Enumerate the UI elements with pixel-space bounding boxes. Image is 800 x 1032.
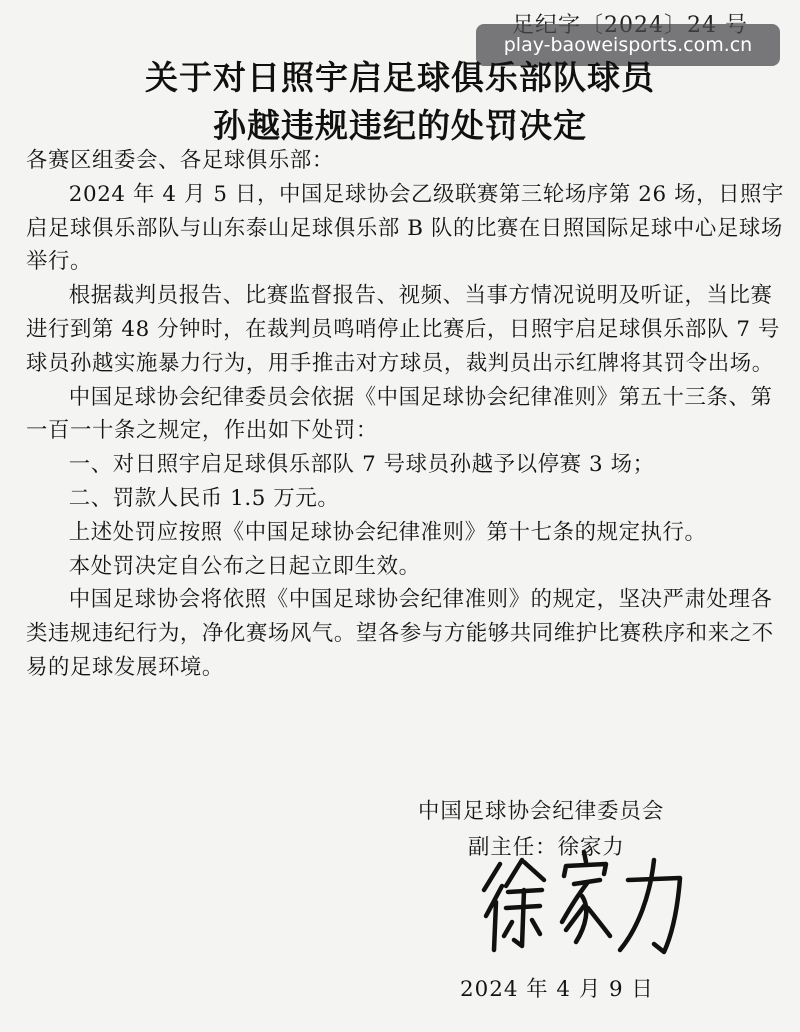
issuer-name: 中国足球协会纪律委员会 bbox=[418, 799, 665, 824]
paragraph-effective: 本处罚决定自公布之日起立即生效。 bbox=[68, 553, 421, 579]
title-line-2: 孙越违规违纪的处罚决定 bbox=[213, 106, 587, 145]
paragraph-basis: 中国足球协会纪律委员会依据《中国足球协会纪律准则》第五十三条、第一百一十条之规定，作出如下处罚： bbox=[26, 384, 773, 444]
penalty-item-1: 一、对日照宇启足球俱乐部队 7 号球员孙越予以停赛 3 场； bbox=[68, 452, 655, 478]
document-body bbox=[26, 144, 786, 685]
handwritten-signature bbox=[478, 846, 698, 962]
watermark-badge: play-baoweisports.com.cn bbox=[476, 24, 780, 66]
penalty-item-2: 二、罚款人民币 1.5 万元。 bbox=[68, 485, 340, 511]
paragraph-incident: 根据裁判员报告、比赛监督报告、视频、当事方情况说明及听证，当比赛进行到第 48 分钟时，在裁判员鸣哨停止比赛后，日照宇启足球俱乐部队 7 号球员孙越实施暴力行为，用手推击对方球员，裁判员出示红牌将其罚令出场。 bbox=[26, 283, 780, 376]
vice-chair-line: 副主任：徐家力 bbox=[468, 835, 625, 860]
issue-date: 2024 年 4 月 9 日 bbox=[460, 977, 654, 1002]
paragraph-closing: 中国足球协会将依照《中国足球协会纪律准则》的规定，坚决严肃处理各类违规违纪行为，净化赛场风气。望各参与方能够共同维护比赛秩序和来之不易的足球发展环境。 bbox=[26, 587, 774, 680]
salutation: 各赛区组委会、各足球俱乐部： bbox=[26, 148, 334, 173]
paragraph-execution: 上述处罚应按照《中国足球协会纪律准则》第十七条的规定执行。 bbox=[68, 519, 707, 545]
paragraph-match-info: 2024 年 4 月 5 日，中国足球协会乙级联赛第三轮场序第 26 场，日照宇启足球俱乐部队与山东泰山足球俱乐部 B 队的比赛在日照国际足球中心足球场举行。 bbox=[26, 181, 785, 275]
title-line-1: 关于对日照宇启足球俱乐部队球员 bbox=[145, 58, 655, 97]
